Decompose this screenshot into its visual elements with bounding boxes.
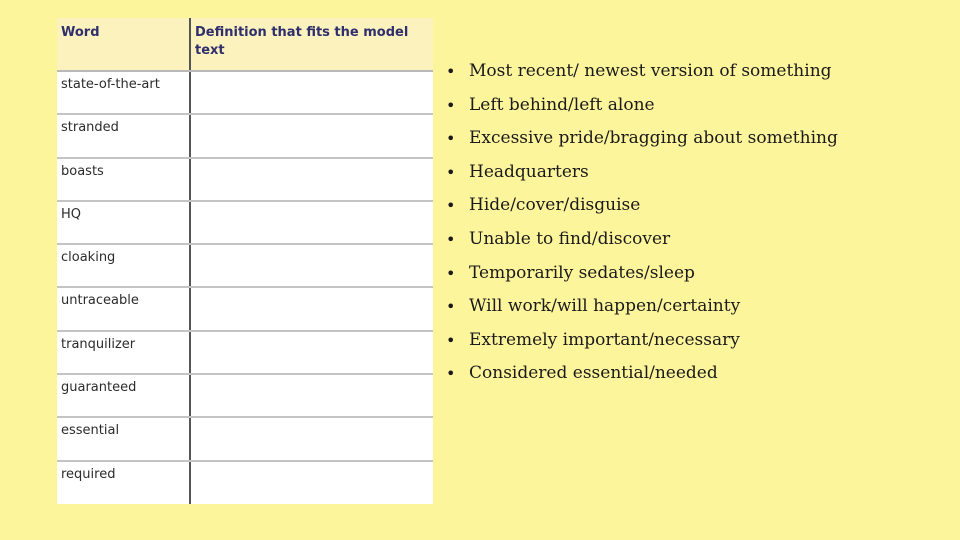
definition-text: Temporarily sedates/sleep	[469, 262, 695, 283]
list-item	[446, 89, 926, 123]
list-item	[446, 189, 926, 223]
bullet-icon: •	[446, 129, 456, 149]
definition-cell[interactable]	[190, 287, 433, 330]
list-item	[446, 324, 926, 358]
definition-cell[interactable]	[190, 201, 433, 244]
definition-text: Most recent/ newest version of something	[469, 61, 832, 81]
definition-cell[interactable]	[190, 374, 433, 417]
table-row	[57, 417, 433, 460]
definition-text: Extremely important/necessary	[469, 329, 740, 350]
table-row	[57, 244, 433, 287]
definition-text: Left behind/left alone	[469, 94, 655, 115]
table-header-row	[57, 18, 433, 71]
bullet-icon: •	[446, 62, 456, 81]
list-item	[446, 357, 926, 391]
vocabulary-table	[57, 18, 433, 504]
bullet-icon: •	[446, 196, 456, 216]
definitions-list	[446, 55, 926, 391]
bullet-icon: •	[446, 263, 456, 283]
table-row	[57, 461, 433, 504]
definition-text: Will work/will happen/certainty	[469, 296, 741, 317]
word-cell: HQ	[57, 201, 190, 244]
table-row	[57, 374, 433, 417]
bullet-icon: •	[446, 95, 456, 115]
bullet-icon: •	[446, 297, 456, 317]
table-row	[57, 331, 433, 374]
definition-text: Headquarters	[469, 161, 589, 182]
word-cell: tranquilizer	[57, 331, 190, 374]
word-cell: required	[57, 461, 190, 504]
word-cell: cloaking	[57, 244, 190, 287]
definition-text: Excessive pride/bragging about something	[469, 128, 838, 149]
header-word: Word	[57, 18, 190, 71]
table-row	[57, 201, 433, 244]
definition-cell[interactable]	[190, 417, 433, 460]
definition-text: Unable to find/discover	[469, 228, 671, 249]
bullet-icon: •	[446, 364, 456, 384]
definition-text: Hide/cover/disguise	[469, 195, 641, 216]
word-cell: essential	[57, 417, 190, 460]
list-item	[446, 156, 926, 190]
bullet-icon: •	[446, 229, 456, 249]
definition-cell[interactable]	[190, 158, 433, 201]
list-item	[446, 55, 926, 89]
definition-cell[interactable]	[190, 244, 433, 287]
list-item	[446, 122, 926, 156]
definition-cell[interactable]	[190, 331, 433, 374]
definition-cell[interactable]	[190, 71, 433, 114]
table-row	[57, 71, 433, 114]
word-cell: stranded	[57, 114, 190, 157]
bullet-icon: •	[446, 330, 456, 350]
list-item	[446, 223, 926, 257]
table-row	[57, 287, 433, 330]
word-cell: boasts	[57, 158, 190, 201]
word-cell: guaranteed	[57, 374, 190, 417]
definition-text: Considered essential/needed	[469, 363, 718, 384]
bullet-icon: •	[446, 162, 456, 182]
table-row	[57, 114, 433, 157]
definition-cell[interactable]	[190, 461, 433, 504]
definition-cell[interactable]	[190, 114, 433, 157]
header-definition: Definition that fits the model text	[190, 18, 433, 71]
list-item	[446, 257, 926, 291]
table-row	[57, 158, 433, 201]
word-cell: state-of-the-art	[57, 71, 190, 114]
list-item	[446, 290, 926, 324]
word-cell: untraceable	[57, 287, 190, 330]
